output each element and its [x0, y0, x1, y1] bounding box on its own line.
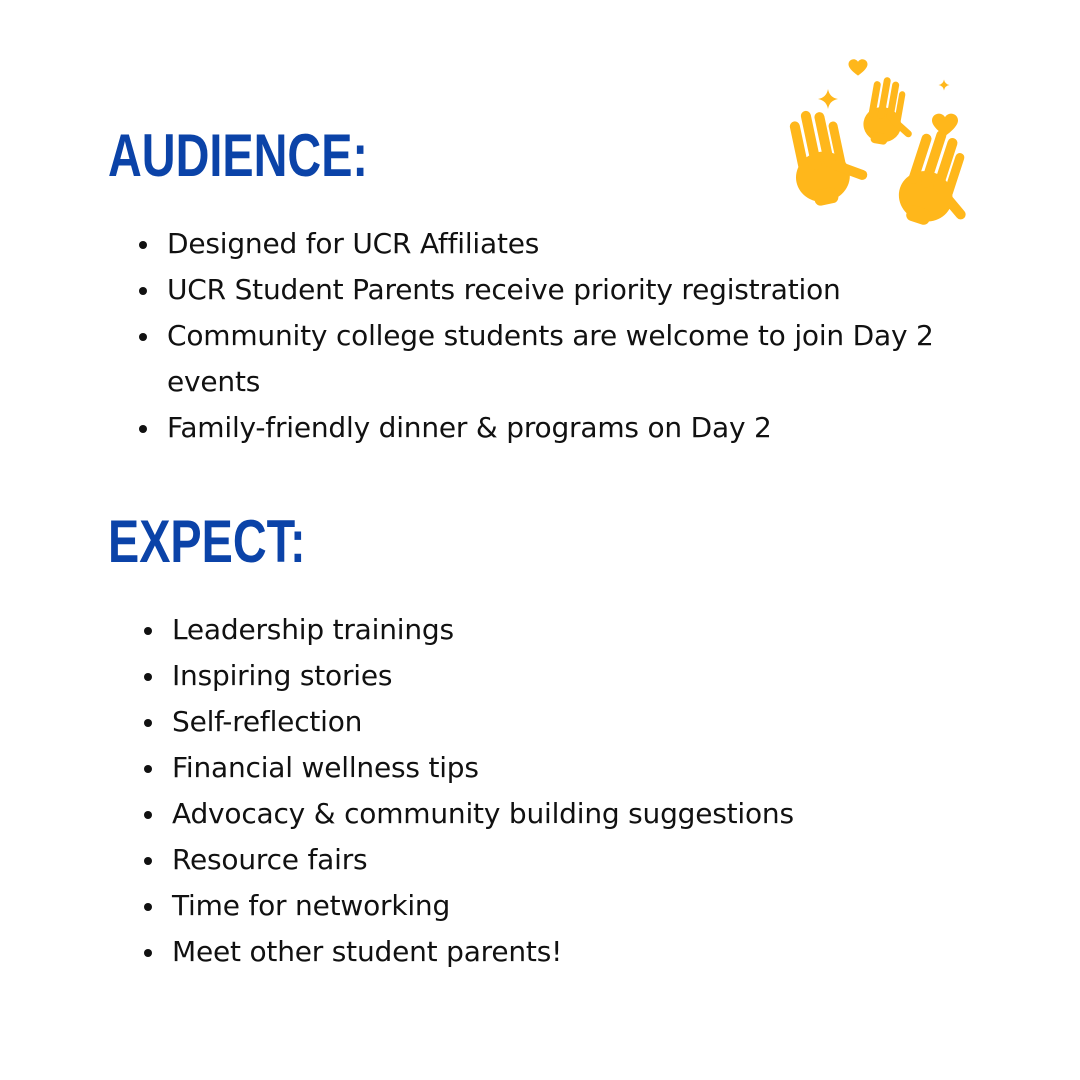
sparkle-icon	[939, 80, 950, 91]
hand-icon	[891, 123, 980, 237]
list-item: Community college students are welcome to join Day 2 events	[136, 313, 996, 405]
sparkle-icon	[818, 89, 838, 109]
list-item: Advocacy & community building suggestions	[141, 791, 1001, 837]
list-item: Designed for UCR Affiliates	[136, 221, 996, 267]
list-item: UCR Student Parents receive priority registration	[136, 267, 996, 313]
hand-icon	[782, 101, 873, 210]
list-item: Inspiring stories	[141, 653, 1001, 699]
heart-icon	[932, 114, 958, 136]
list-item: Resource fairs	[141, 837, 1001, 883]
list-item: Time for networking	[141, 883, 1001, 929]
hand-icon	[860, 74, 922, 149]
heart-icon	[849, 59, 868, 75]
list-item: Self-reflection	[141, 699, 1001, 745]
list-item: Financial wellness tips	[141, 745, 1001, 791]
audience-heading: AUDIENCE:	[108, 122, 369, 189]
list-item: Family-friendly dinner & programs on Day 2	[136, 405, 996, 451]
expect-list	[141, 607, 1001, 975]
list-item: Meet other student parents!	[141, 929, 1001, 975]
audience-list	[136, 221, 996, 451]
expect-heading: EXPECT:	[108, 508, 306, 575]
list-item: Leadership trainings	[141, 607, 1001, 653]
raised-hands-icon	[780, 55, 980, 240]
